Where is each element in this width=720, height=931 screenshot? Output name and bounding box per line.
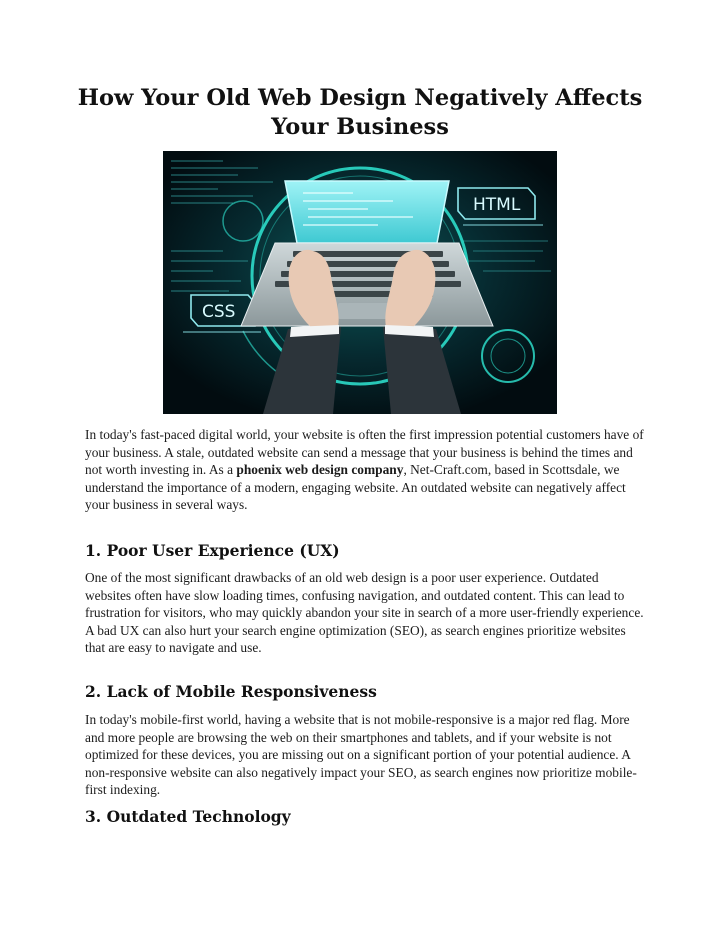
section-heading-outdated-tech: 3. Outdated Technology [85,807,291,826]
section-body-poor-ux: One of the most significant drawbacks of an old web design is a poor user experience. Outdated websites often have slow loading times, confusing navigation, and outdated content. This can lead to frustration for visitors, who may quickly abandon your site in search of a more user-friendly experience. A bad UX can also hurt your search engine optimization (SEO), as search engines prioritize websites that are easy to navigate and use. [85,570,644,656]
intro-text-part2: , Net-Craft.com, based in Scottsdale, we understand the importance of a modern, engaging website. An outdated website can negatively affect your business in several ways. [85,462,626,513]
hero-image [163,151,557,414]
phoenix-web-design-link[interactable]: phoenix web design company [236,462,404,478]
section-body-mobile: In today's mobile-first world, having a website that is not mobile-responsive is a major red flag. More and more people are browsing the web on their smartphones and tablets, and if your website is not optimized for these devices, you are missing out on a significant portion of your potential audience. A non-responsive website can also negatively impact your SEO, as search engines now prioritize mobile-first indexing. [85,712,637,798]
intro-paragraph [85,426,645,514]
page-title: How Your Old Web Design Negatively Affects Your Business [77,85,643,140]
html-label: HTML [473,195,521,215]
section-heading-poor-ux: 1. Poor User Experience (UX) [85,541,340,560]
section-heading-mobile: 2. Lack of Mobile Responsiveness [85,682,377,701]
intro-text-part1: In today's fast-paced digital world, your website is often the first impression potential customers have of your business. A stale, outdated website can send a message that your business is behind the times and not worth investing in. As a [85,427,644,478]
css-label: CSS [202,302,236,322]
